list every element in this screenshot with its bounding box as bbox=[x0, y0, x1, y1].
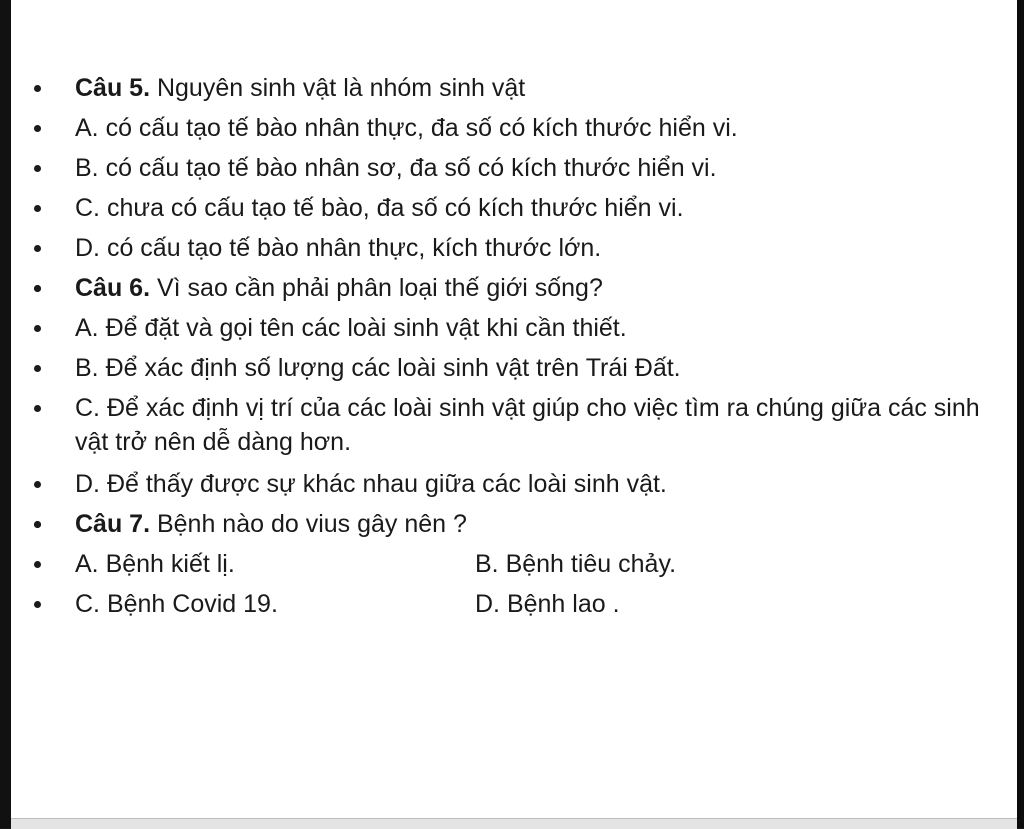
option-text: B. có cấu tạo tế bào nhân sơ, đa số có kích thước hiển vi. bbox=[75, 154, 717, 182]
question-5-option-c bbox=[11, 188, 1017, 228]
question-label: Câu 7. bbox=[75, 510, 151, 538]
question-6-option-a bbox=[11, 308, 1017, 348]
bullet-icon bbox=[34, 325, 41, 332]
question-5-heading bbox=[11, 68, 1017, 108]
question-5-option-a bbox=[11, 108, 1017, 148]
slide bbox=[11, 0, 1017, 818]
screen-edge bbox=[1017, 0, 1024, 828]
options-row bbox=[75, 584, 997, 624]
option-text: D. Để thấy được sự khác nhau giữa các loài sinh vật. bbox=[75, 470, 667, 498]
bullet-icon bbox=[34, 521, 41, 528]
question-6-option-d bbox=[11, 464, 1017, 504]
question-text: Bệnh nào do vius gây nên ? bbox=[150, 510, 467, 538]
question-7-options-row-1 bbox=[11, 544, 1017, 584]
bullet-icon bbox=[34, 85, 41, 92]
option-text: D. có cấu tạo tế bào nhân thực, kích thước lớn. bbox=[75, 234, 602, 262]
question-list bbox=[11, 68, 1017, 624]
bullet-icon bbox=[34, 365, 41, 372]
bullet-icon bbox=[34, 285, 41, 292]
bullet-icon bbox=[34, 561, 41, 568]
bullet-icon bbox=[34, 405, 41, 412]
question-5-option-b bbox=[11, 148, 1017, 188]
options-row bbox=[75, 544, 997, 584]
option-text: C. Bệnh Covid 19. bbox=[75, 590, 278, 618]
question-label: Câu 6. bbox=[75, 274, 151, 302]
option-text: D. Bệnh lao . bbox=[475, 590, 620, 618]
taskbar-strip bbox=[11, 818, 1017, 829]
option-text: B. Để xác định số lượng các loài sinh vật trên Trái Đất. bbox=[75, 354, 681, 382]
question-text: Nguyên sinh vật là nhóm sinh vật bbox=[150, 74, 526, 102]
bullet-icon bbox=[34, 125, 41, 132]
question-6-option-c bbox=[11, 388, 1017, 464]
option-text: A. Để đặt và gọi tên các loài sinh vật khi cần thiết. bbox=[75, 314, 627, 342]
question-7-options-row-2 bbox=[11, 584, 1017, 624]
bullet-icon bbox=[34, 165, 41, 172]
question-5-option-d bbox=[11, 228, 1017, 268]
question-text: Vì sao cần phải phân loại thế giới sống? bbox=[150, 274, 603, 302]
option-text: A. có cấu tạo tế bào nhân thực, đa số có kích thước hiển vi. bbox=[75, 114, 738, 142]
option-text: C. Để xác định vị trí của các loài sinh vật giúp cho việc tìm ra chúng giữa các sinh vật trở nên dễ dàng hơn. bbox=[75, 394, 980, 456]
bullet-icon bbox=[34, 205, 41, 212]
option-text: B. Bệnh tiêu chảy. bbox=[475, 550, 677, 578]
bullet-icon bbox=[34, 245, 41, 252]
question-label: Câu 5. bbox=[75, 74, 151, 102]
option-text: C. chưa có cấu tạo tế bào, đa số có kích thước hiển vi. bbox=[75, 194, 684, 222]
question-6-heading bbox=[11, 268, 1017, 308]
bullet-icon bbox=[34, 601, 41, 608]
question-6-option-b bbox=[11, 348, 1017, 388]
bullet-icon bbox=[34, 481, 41, 488]
option-text: A. Bệnh kiết lị. bbox=[75, 550, 235, 578]
question-7-heading bbox=[11, 504, 1017, 544]
